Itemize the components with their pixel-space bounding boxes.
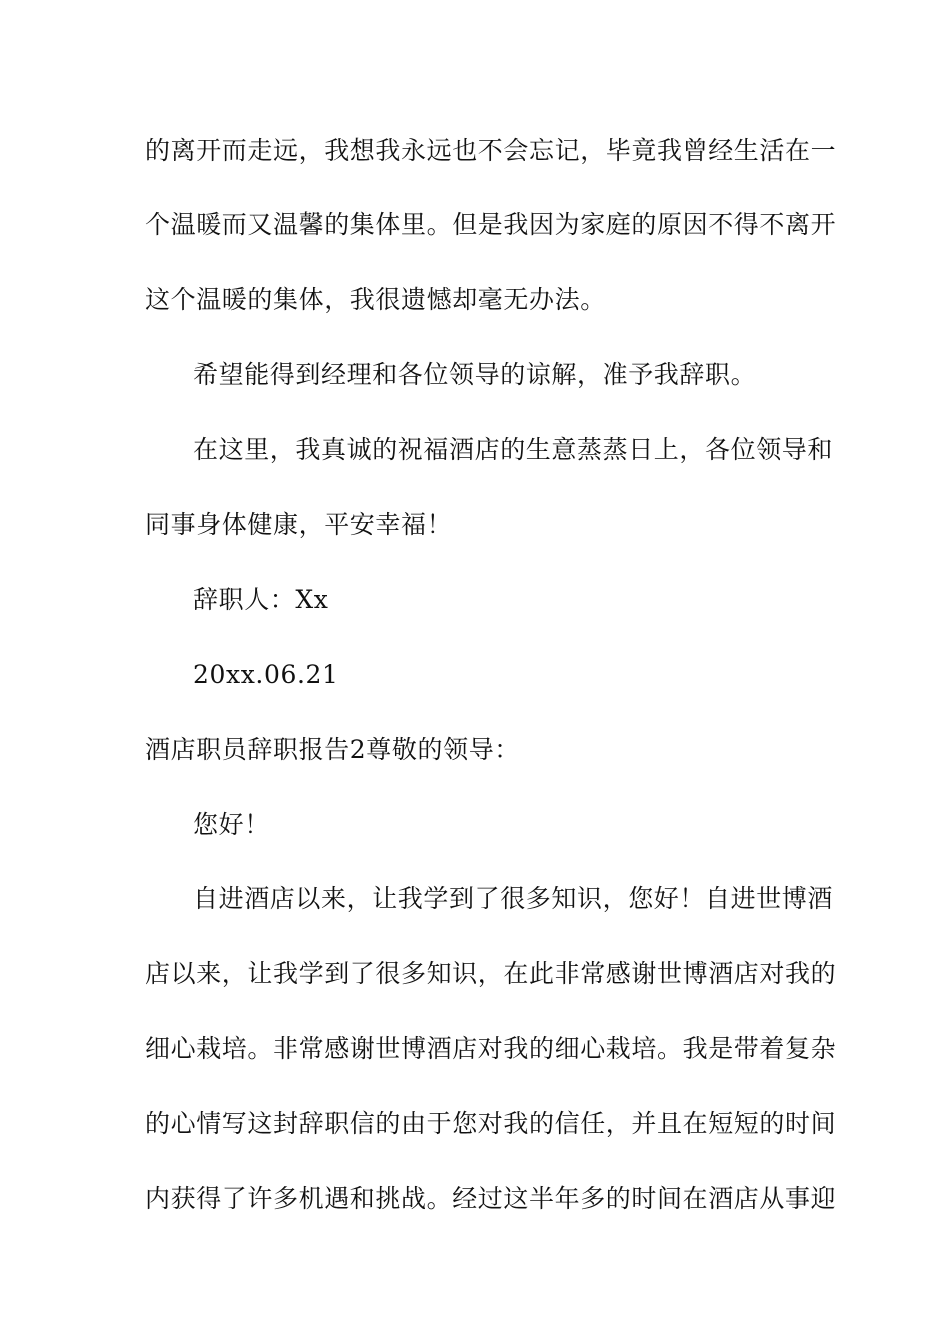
- body-line: 的离开而走远，我想我永远也不会忘记，毕竟我曾经生活在一: [145, 136, 837, 165]
- body-line: 这个温暖的集体，我很遗憾却毫无办法。: [145, 285, 606, 314]
- body-line: 的心情写这封辞职信的由于您对我的信任，并且在短短的时间: [145, 1109, 837, 1138]
- body-line: 店以来，让我学到了很多知识，在此非常感谢世博酒店对我的: [145, 959, 837, 988]
- section-heading: 酒店职员辞职报告2尊敬的领导：: [145, 735, 520, 764]
- body-line: 希望能得到经理和各位领导的谅解，准予我辞职。: [193, 360, 757, 389]
- body-line: 细心栽培。非常感谢世博酒店对我的细心栽培。我是带着复杂: [145, 1034, 837, 1063]
- date-line: 20xx.06.21: [193, 660, 339, 689]
- body-line: 同事身体健康，平安幸福！: [145, 510, 453, 539]
- greeting-line: 您好！: [193, 810, 270, 839]
- body-line: 自进酒店以来，让我学到了很多知识，您好！自进世博酒: [193, 884, 834, 913]
- body-line: 个温暖而又温馨的集体里。但是我因为家庭的原因不得不离开: [145, 210, 837, 239]
- signature-line: 辞职人：Xx: [193, 585, 329, 614]
- body-line: 在这里，我真诚的祝福酒店的生意蒸蒸日上，各位领导和: [193, 435, 834, 464]
- body-line: 内获得了许多机遇和挑战。经过这半年多的时间在酒店从事迎: [145, 1184, 837, 1213]
